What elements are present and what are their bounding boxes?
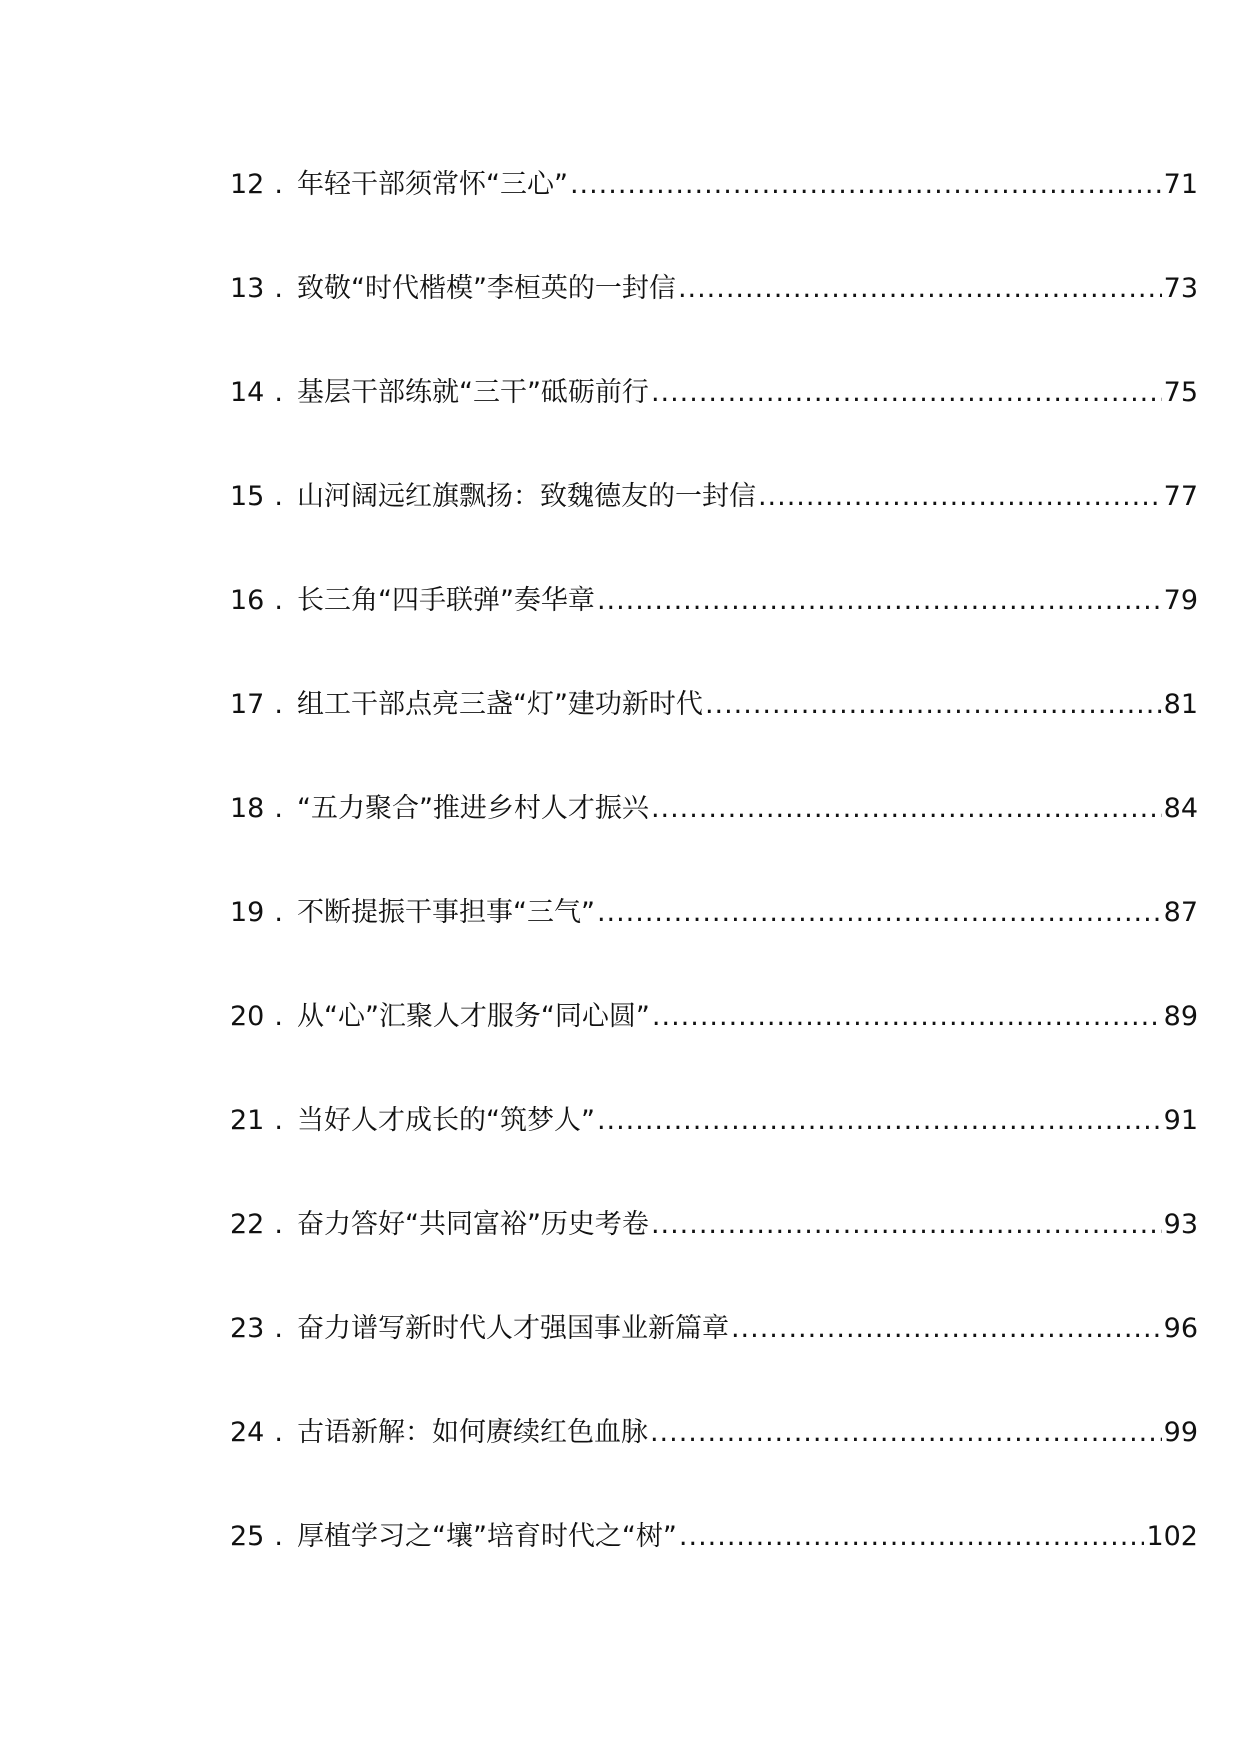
dot-leader xyxy=(758,483,1162,510)
dot-leader xyxy=(679,1523,1145,1550)
entry-page-number: 81 xyxy=(1163,689,1198,720)
entry-page-number: 93 xyxy=(1163,1209,1198,1240)
entry-page-number: 91 xyxy=(1163,1105,1198,1136)
entry-title: 从“心”汇聚人才服务“同心圆” xyxy=(296,1001,650,1032)
dot-leader xyxy=(652,1003,1162,1030)
entry-number: 19 xyxy=(230,897,265,928)
toc-entry[interactable] xyxy=(230,795,1198,899)
entry-separator: . xyxy=(274,1417,283,1448)
entry-number: 13 xyxy=(230,273,265,304)
entry-page-number: 99 xyxy=(1163,1417,1198,1448)
dot-leader xyxy=(651,795,1162,822)
entry-number: 15 xyxy=(230,481,265,512)
entry-separator: . xyxy=(274,1521,283,1552)
dot-leader xyxy=(651,379,1162,406)
entry-title: 厚植学习之“壤”培育时代之“树” xyxy=(296,1521,677,1552)
entry-title: 奋力谱写新时代人才强国事业新篇章 xyxy=(296,1313,729,1344)
entry-title: 长三角“四手联弹”奏华章 xyxy=(296,585,595,616)
entry-number: 25 xyxy=(230,1521,265,1552)
dot-leader xyxy=(597,899,1162,926)
entry-title: “五力聚合”推进乡村人才振兴 xyxy=(296,793,649,824)
entry-page-number: 73 xyxy=(1163,273,1198,304)
entry-number: 22 xyxy=(230,1209,265,1240)
entry-separator: . xyxy=(274,1209,283,1240)
entry-page-number: 96 xyxy=(1163,1313,1198,1344)
entry-number: 24 xyxy=(230,1417,265,1448)
entry-page-number: 84 xyxy=(1163,793,1198,824)
toc-entry[interactable] xyxy=(230,1419,1198,1523)
entry-number: 18 xyxy=(230,793,265,824)
toc-entry[interactable] xyxy=(230,899,1198,1003)
entry-number: 23 xyxy=(230,1313,265,1344)
toc-entry[interactable] xyxy=(230,691,1198,795)
entry-title: 山河阔远红旗飘扬：致魏德友的一封信 xyxy=(296,481,756,512)
table-of-contents xyxy=(230,171,1198,1627)
toc-entry[interactable] xyxy=(230,1003,1198,1107)
entry-title: 不断提振干事担事“三气” xyxy=(296,897,595,928)
toc-entry[interactable] xyxy=(230,587,1198,691)
entry-number: 12 xyxy=(230,169,265,200)
dot-leader xyxy=(597,1107,1162,1134)
entry-title: 当好人才成长的“筑梦人” xyxy=(296,1105,595,1136)
entry-number: 20 xyxy=(230,1001,265,1032)
entry-page-number: 87 xyxy=(1163,897,1198,928)
entry-separator: . xyxy=(274,1001,283,1032)
entry-separator: . xyxy=(274,793,283,824)
entry-separator: . xyxy=(274,481,283,512)
entry-title: 年轻干部须常怀“三心” xyxy=(296,169,568,200)
entry-separator: . xyxy=(274,1313,283,1344)
entry-separator: . xyxy=(274,1105,283,1136)
dot-leader xyxy=(650,1419,1162,1446)
entry-title: 古语新解：如何赓续红色血脉 xyxy=(296,1417,648,1448)
entry-separator: . xyxy=(274,273,283,304)
entry-separator: . xyxy=(274,689,283,720)
dot-leader xyxy=(570,171,1162,198)
dot-leader xyxy=(705,691,1162,718)
entry-title: 奋力答好“共同富裕”历史考卷 xyxy=(296,1209,649,1240)
entry-number: 14 xyxy=(230,377,265,408)
entry-number: 17 xyxy=(230,689,265,720)
toc-entry[interactable] xyxy=(230,483,1198,587)
dot-leader xyxy=(597,587,1162,614)
toc-entry[interactable] xyxy=(230,171,1198,275)
entry-page-number: 77 xyxy=(1163,481,1198,512)
entry-number: 16 xyxy=(230,585,265,616)
dot-leader xyxy=(651,1211,1162,1238)
entry-number: 21 xyxy=(230,1105,265,1136)
dot-leader xyxy=(731,1315,1162,1342)
entry-page-number: 79 xyxy=(1163,585,1198,616)
dot-leader xyxy=(678,275,1162,302)
entry-page-number: 75 xyxy=(1163,377,1198,408)
toc-entry[interactable] xyxy=(230,275,1198,379)
toc-entry[interactable] xyxy=(230,1315,1198,1419)
entry-separator: . xyxy=(274,897,283,928)
entry-page-number: 102 xyxy=(1146,1521,1198,1552)
entry-page-number: 71 xyxy=(1163,169,1198,200)
entry-title: 组工干部点亮三盏“灯”建功新时代 xyxy=(296,689,703,720)
entry-separator: . xyxy=(274,377,283,408)
entry-page-number: 89 xyxy=(1163,1001,1198,1032)
entry-separator: . xyxy=(274,585,283,616)
toc-entry[interactable] xyxy=(230,1523,1198,1627)
toc-entry[interactable] xyxy=(230,1107,1198,1211)
entry-title: 基层干部练就“三干”砥砺前行 xyxy=(296,377,649,408)
toc-entry[interactable] xyxy=(230,379,1198,483)
entry-title: 致敬“时代楷模”李桓英的一封信 xyxy=(296,273,676,304)
entry-separator: . xyxy=(274,169,283,200)
toc-entry[interactable] xyxy=(230,1211,1198,1315)
